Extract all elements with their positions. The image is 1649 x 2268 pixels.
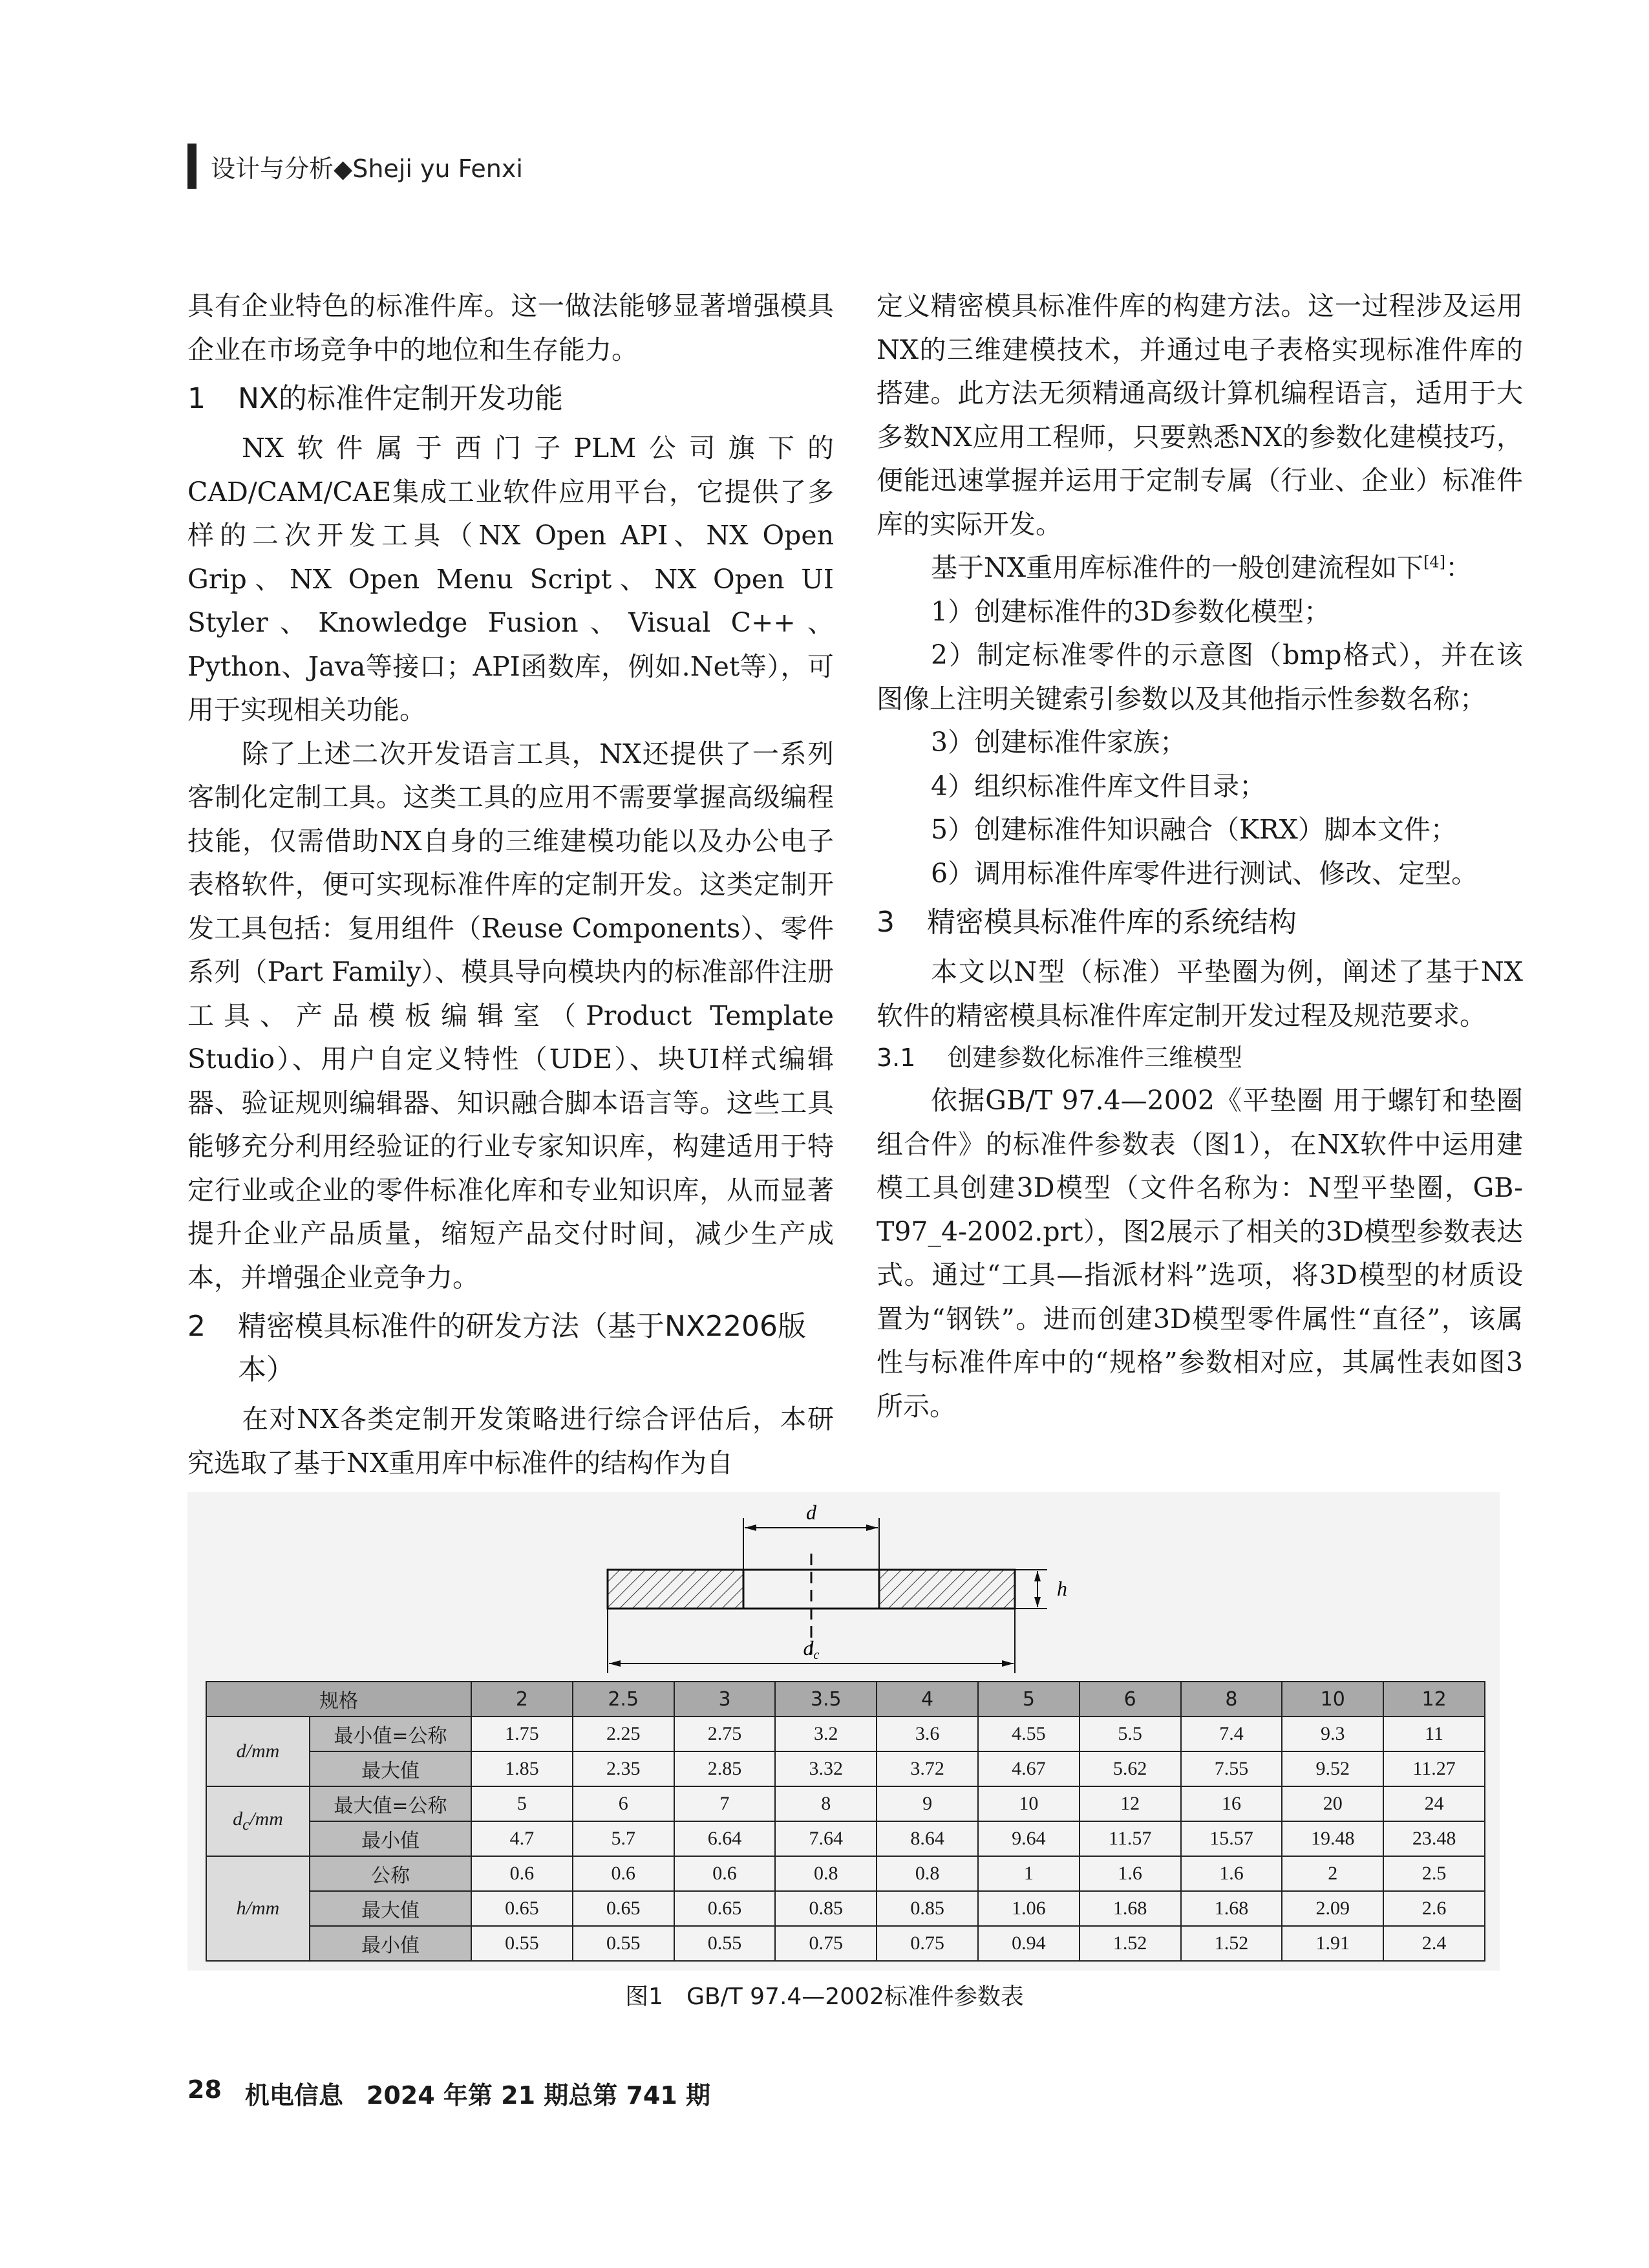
value-cell: 23.48 — [1383, 1821, 1485, 1856]
header-cell: 4 — [877, 1682, 978, 1717]
value-cell: 1.75 — [471, 1717, 573, 1751]
value-cell: 1.91 — [1282, 1926, 1383, 1961]
subsection-number: 3.1 — [877, 1043, 916, 1072]
value-cell: 2.75 — [674, 1717, 776, 1751]
value-cell: 15.57 — [1181, 1821, 1282, 1856]
washer-section-right — [879, 1570, 1015, 1609]
value-cell: 0.85 — [877, 1891, 978, 1926]
row-label-cell: 最大值 — [310, 1891, 471, 1926]
value-cell: 0.55 — [471, 1926, 573, 1961]
header-cell: 8 — [1181, 1682, 1282, 1717]
value-cell: 5 — [471, 1786, 573, 1821]
value-cell: 1.68 — [1181, 1891, 1282, 1926]
issue-info: 2024 年第 21 期总第 741 期 — [366, 2081, 711, 2110]
parameter-table — [206, 1681, 1485, 1962]
section-title: 精密模具标准件的研发方法（基于NX2206版本） — [238, 1310, 807, 1386]
value-cell: 0.65 — [471, 1891, 573, 1926]
value-cell: 9 — [877, 1786, 978, 1821]
value-cell: 0.75 — [775, 1926, 877, 1961]
paragraph: 除了上述二次开发语言工具，NX还提供了一系列客制化定制工具。这类工具的应用不需要掌握高级编程技能，仅需借助NX自身的三维建模功能以及办公电子表格软件，便可实现标准件库的定制开发。这类定制开发工具包括：复用组件（Reuse Components）、零件系列（Part Family）、模具导向模块内的标准部件注册工具、产品模板编辑室（Product Template Studio）、用户自定义特性（UDE）、块UI样式编辑器、验证规则编辑器、知识融合脚本语言等。这些工具能够充分利用经验证的行业专家知识库，构建适用于特定行业或企业的零件标准化库和专业知识库，从而显著提升企业产品质量，缩短产品交付时间，减少生产成本，并增强企业竞争力。 — [187, 738, 834, 1293]
header-text: 设计与分析◆Sheji yu Fenxi — [211, 154, 523, 183]
value-cell: 2.09 — [1282, 1891, 1383, 1926]
value-cell: 4.7 — [471, 1821, 573, 1856]
header-bar — [187, 144, 197, 189]
value-cell: 1.06 — [978, 1891, 1080, 1926]
value-cell: 0.8 — [775, 1856, 877, 1891]
value-cell: 7 — [674, 1786, 776, 1821]
section-heading-1 — [187, 377, 834, 420]
header-cell: 12 — [1383, 1682, 1485, 1717]
paragraph: 本文以N型（标准）平垫圈为例，阐述了基于NX软件的精密模具标准件库定制开发过程及规范要求。 — [877, 956, 1523, 1031]
d-label: d — [806, 1501, 816, 1524]
page-number: 28 — [187, 2075, 222, 2104]
value-cell: 6 — [573, 1786, 674, 1821]
value-cell: 3.6 — [877, 1717, 978, 1751]
paragraph: 在对NX各类定制开发策略进行综合评估后，本研究选取了基于NX重用库中标准件的结构作为自 — [187, 1404, 834, 1479]
h-label: h — [1057, 1577, 1067, 1600]
value-cell: 2.35 — [573, 1751, 674, 1786]
header-cell: 10 — [1282, 1682, 1383, 1717]
row-label-cell: 最小值=公称 — [310, 1717, 471, 1751]
section-number: 3 — [877, 906, 895, 939]
value-cell: 16 — [1181, 1786, 1282, 1821]
subsection-heading — [877, 1039, 1523, 1076]
value-cell: 3.32 — [775, 1751, 877, 1786]
value-cell: 12 — [1080, 1786, 1181, 1821]
row-label-cell: 最大值 — [310, 1751, 471, 1786]
running-header — [187, 144, 523, 189]
value-cell: 0.55 — [674, 1926, 776, 1961]
section-heading-2 — [187, 1305, 834, 1391]
header-cell: 2.5 — [573, 1682, 674, 1717]
value-cell: 0.6 — [674, 1856, 776, 1891]
header-cell: 2 — [471, 1682, 573, 1717]
value-cell: 6.64 — [674, 1821, 776, 1856]
value-cell: 7.64 — [775, 1821, 877, 1856]
group-label-cell: $d_c/mm$ — [206, 1786, 310, 1856]
value-cell: 19.48 — [1282, 1821, 1383, 1856]
section-heading-3 — [877, 901, 1523, 944]
value-cell: 0.65 — [573, 1891, 674, 1926]
value-cell: 0.85 — [775, 1891, 877, 1926]
punctuation: ： — [1445, 552, 1473, 583]
value-cell: 1.6 — [1080, 1856, 1181, 1891]
value-cell: 0.94 — [978, 1926, 1080, 1961]
paragraph — [877, 546, 1523, 590]
right-column — [877, 284, 1523, 1428]
value-cell: 3.2 — [775, 1717, 877, 1751]
value-cell: 9.64 — [978, 1821, 1080, 1856]
value-cell: 11.57 — [1080, 1821, 1181, 1856]
paragraph: NX软件属于西门子PLM公司旗下的CAD/CAM/CAE集成工业软件应用平台，它提供了多样的二次开发工具（NX Open API、NX Open Grip、NX Open Menu Script、NX Open UI Styler、Knowledge Fusion、Visual C++、Python、Java等接口；API函数库，例如.Net等），可用于实现相关功能。 — [187, 433, 834, 725]
value-cell: 4.67 — [978, 1751, 1080, 1786]
header-cell: 5 — [978, 1682, 1080, 1717]
dc-label: dc — [803, 1636, 820, 1662]
list-item: 3）创建标准件家族； — [931, 727, 1187, 758]
table-row — [206, 1786, 1485, 1821]
value-cell: 5.5 — [1080, 1717, 1181, 1751]
section-number: 1 — [187, 382, 206, 415]
table-row — [206, 1717, 1485, 1751]
section-title: 精密模具标准件库的系统结构 — [927, 906, 1297, 939]
table-row — [206, 1821, 1485, 1856]
value-cell: 1 — [978, 1856, 1080, 1891]
section-number: 2 — [187, 1310, 206, 1343]
washer-section-left — [608, 1570, 743, 1609]
value-cell: 8.64 — [877, 1821, 978, 1856]
group-label-cell: d/mm — [206, 1717, 310, 1786]
value-cell: 10 — [978, 1786, 1080, 1821]
table-row — [206, 1856, 1485, 1891]
value-cell: 2.4 — [1383, 1926, 1485, 1961]
table-header-row — [206, 1682, 1485, 1717]
value-cell: 9.3 — [1282, 1717, 1383, 1751]
row-label-cell: 公称 — [310, 1856, 471, 1891]
value-cell: 5.7 — [573, 1821, 674, 1856]
header-cell: 规格 — [206, 1682, 471, 1717]
header-cell: 3 — [674, 1682, 776, 1717]
paragraph: 依据GB/T 97.4—2002《平垫圈 用于螺钉和垫圈组合件》的标准件参数表（图1），在NX软件中运用建模工具创建3D模型（文件名称为：N型平垫圈，GB-T97_4-2002.prt），图2展示了相关的3D模型参数表达式。通过“工具—指派材料”选项，将3D模型的材质设置为“钢铁”。进而创建3D模型零件属性“直径”，该属性与标准件库中的“规格”参数相对应，其属性表如图3所示。 — [877, 1085, 1523, 1422]
value-cell: 0.75 — [877, 1926, 978, 1961]
value-cell: 1.52 — [1181, 1926, 1282, 1961]
figure-caption: 图1 GB/T 97.4—2002标准件参数表 — [625, 1984, 1024, 2010]
value-cell: 11.27 — [1383, 1751, 1485, 1786]
value-cell: 0.55 — [573, 1926, 674, 1961]
page-footer — [187, 2075, 710, 2111]
value-cell: 2.85 — [674, 1751, 776, 1786]
list-item: 2）制定标准零件的示意图（bmp格式），并在该图像上注明关键索引参数以及其他指示性参数名称； — [877, 639, 1523, 714]
value-cell: 11 — [1383, 1717, 1485, 1751]
value-cell: 3.72 — [877, 1751, 978, 1786]
table-row — [206, 1891, 1485, 1926]
value-cell: 0.6 — [471, 1856, 573, 1891]
list-item: 5）创建标准件知识融合（KRX）脚本文件； — [931, 814, 1457, 845]
value-cell: 9.52 — [1282, 1751, 1383, 1786]
row-label-cell: 最小值 — [310, 1821, 471, 1856]
value-cell: 1.6 — [1181, 1856, 1282, 1891]
list-item: 4）组织标准件库文件目录； — [931, 770, 1266, 802]
value-cell: 8 — [775, 1786, 877, 1821]
value-cell: 7.55 — [1181, 1751, 1282, 1786]
row-label-cell: 最大值=公称 — [310, 1786, 471, 1821]
value-cell: 1.52 — [1080, 1926, 1181, 1961]
value-cell: 2.25 — [573, 1717, 674, 1751]
value-cell: 2.6 — [1383, 1891, 1485, 1926]
value-cell: 0.8 — [877, 1856, 978, 1891]
value-cell: 0.6 — [573, 1856, 674, 1891]
list-item: 6）调用标准件库零件进行测试、修改、定型。 — [931, 857, 1478, 889]
value-cell: 4.55 — [978, 1717, 1080, 1751]
section-title: NX的标准件定制开发功能 — [238, 382, 564, 415]
paragraph-text: 基于NX重用库标准件的一般创建流程如下 — [931, 552, 1424, 583]
paragraph: 定义精密模具标准件库的构建方法。这一过程涉及运用NX的三维建模技术，并通过电子表格实现标准件库的搭建。此方法无须精通高级计算机编程语言，适用于大多数NX应用工程师，只要熟悉NX的参数化建模技巧，便能迅速掌握并运用于定制专属（行业、企业）标准件库的实际开发。 — [877, 290, 1523, 540]
left-column — [187, 284, 834, 1485]
paragraph: 具有企业特色的标准件库。这一做法能够显著增强模具企业在市场竞争中的地位和生存能力。 — [187, 290, 834, 365]
value-cell: 2.5 — [1383, 1856, 1485, 1891]
value-cell: 5.62 — [1080, 1751, 1181, 1786]
value-cell: 0.65 — [674, 1891, 776, 1926]
value-cell: 1.85 — [471, 1751, 573, 1786]
value-cell: 20 — [1282, 1786, 1383, 1821]
subsection-title: 创建参数化标准件三维模型 — [948, 1043, 1243, 1072]
table-row — [206, 1751, 1485, 1786]
header-cell: 6 — [1080, 1682, 1181, 1717]
value-cell: 24 — [1383, 1786, 1485, 1821]
journal-name: 机电信息 — [244, 2081, 343, 2110]
value-cell: 7.4 — [1181, 1717, 1282, 1751]
value-cell: 1.68 — [1080, 1891, 1181, 1926]
table-row — [206, 1926, 1485, 1961]
row-label-cell: 最小值 — [310, 1926, 471, 1961]
group-label-cell: h/mm — [206, 1856, 310, 1961]
washer-drawing — [582, 1492, 1099, 1680]
header-cell: 3.5 — [775, 1682, 877, 1717]
citation-ref: [4] — [1423, 553, 1446, 572]
list-item: 1）创建标准件的3D参数化模型； — [931, 595, 1331, 627]
value-cell: 2 — [1282, 1856, 1383, 1891]
